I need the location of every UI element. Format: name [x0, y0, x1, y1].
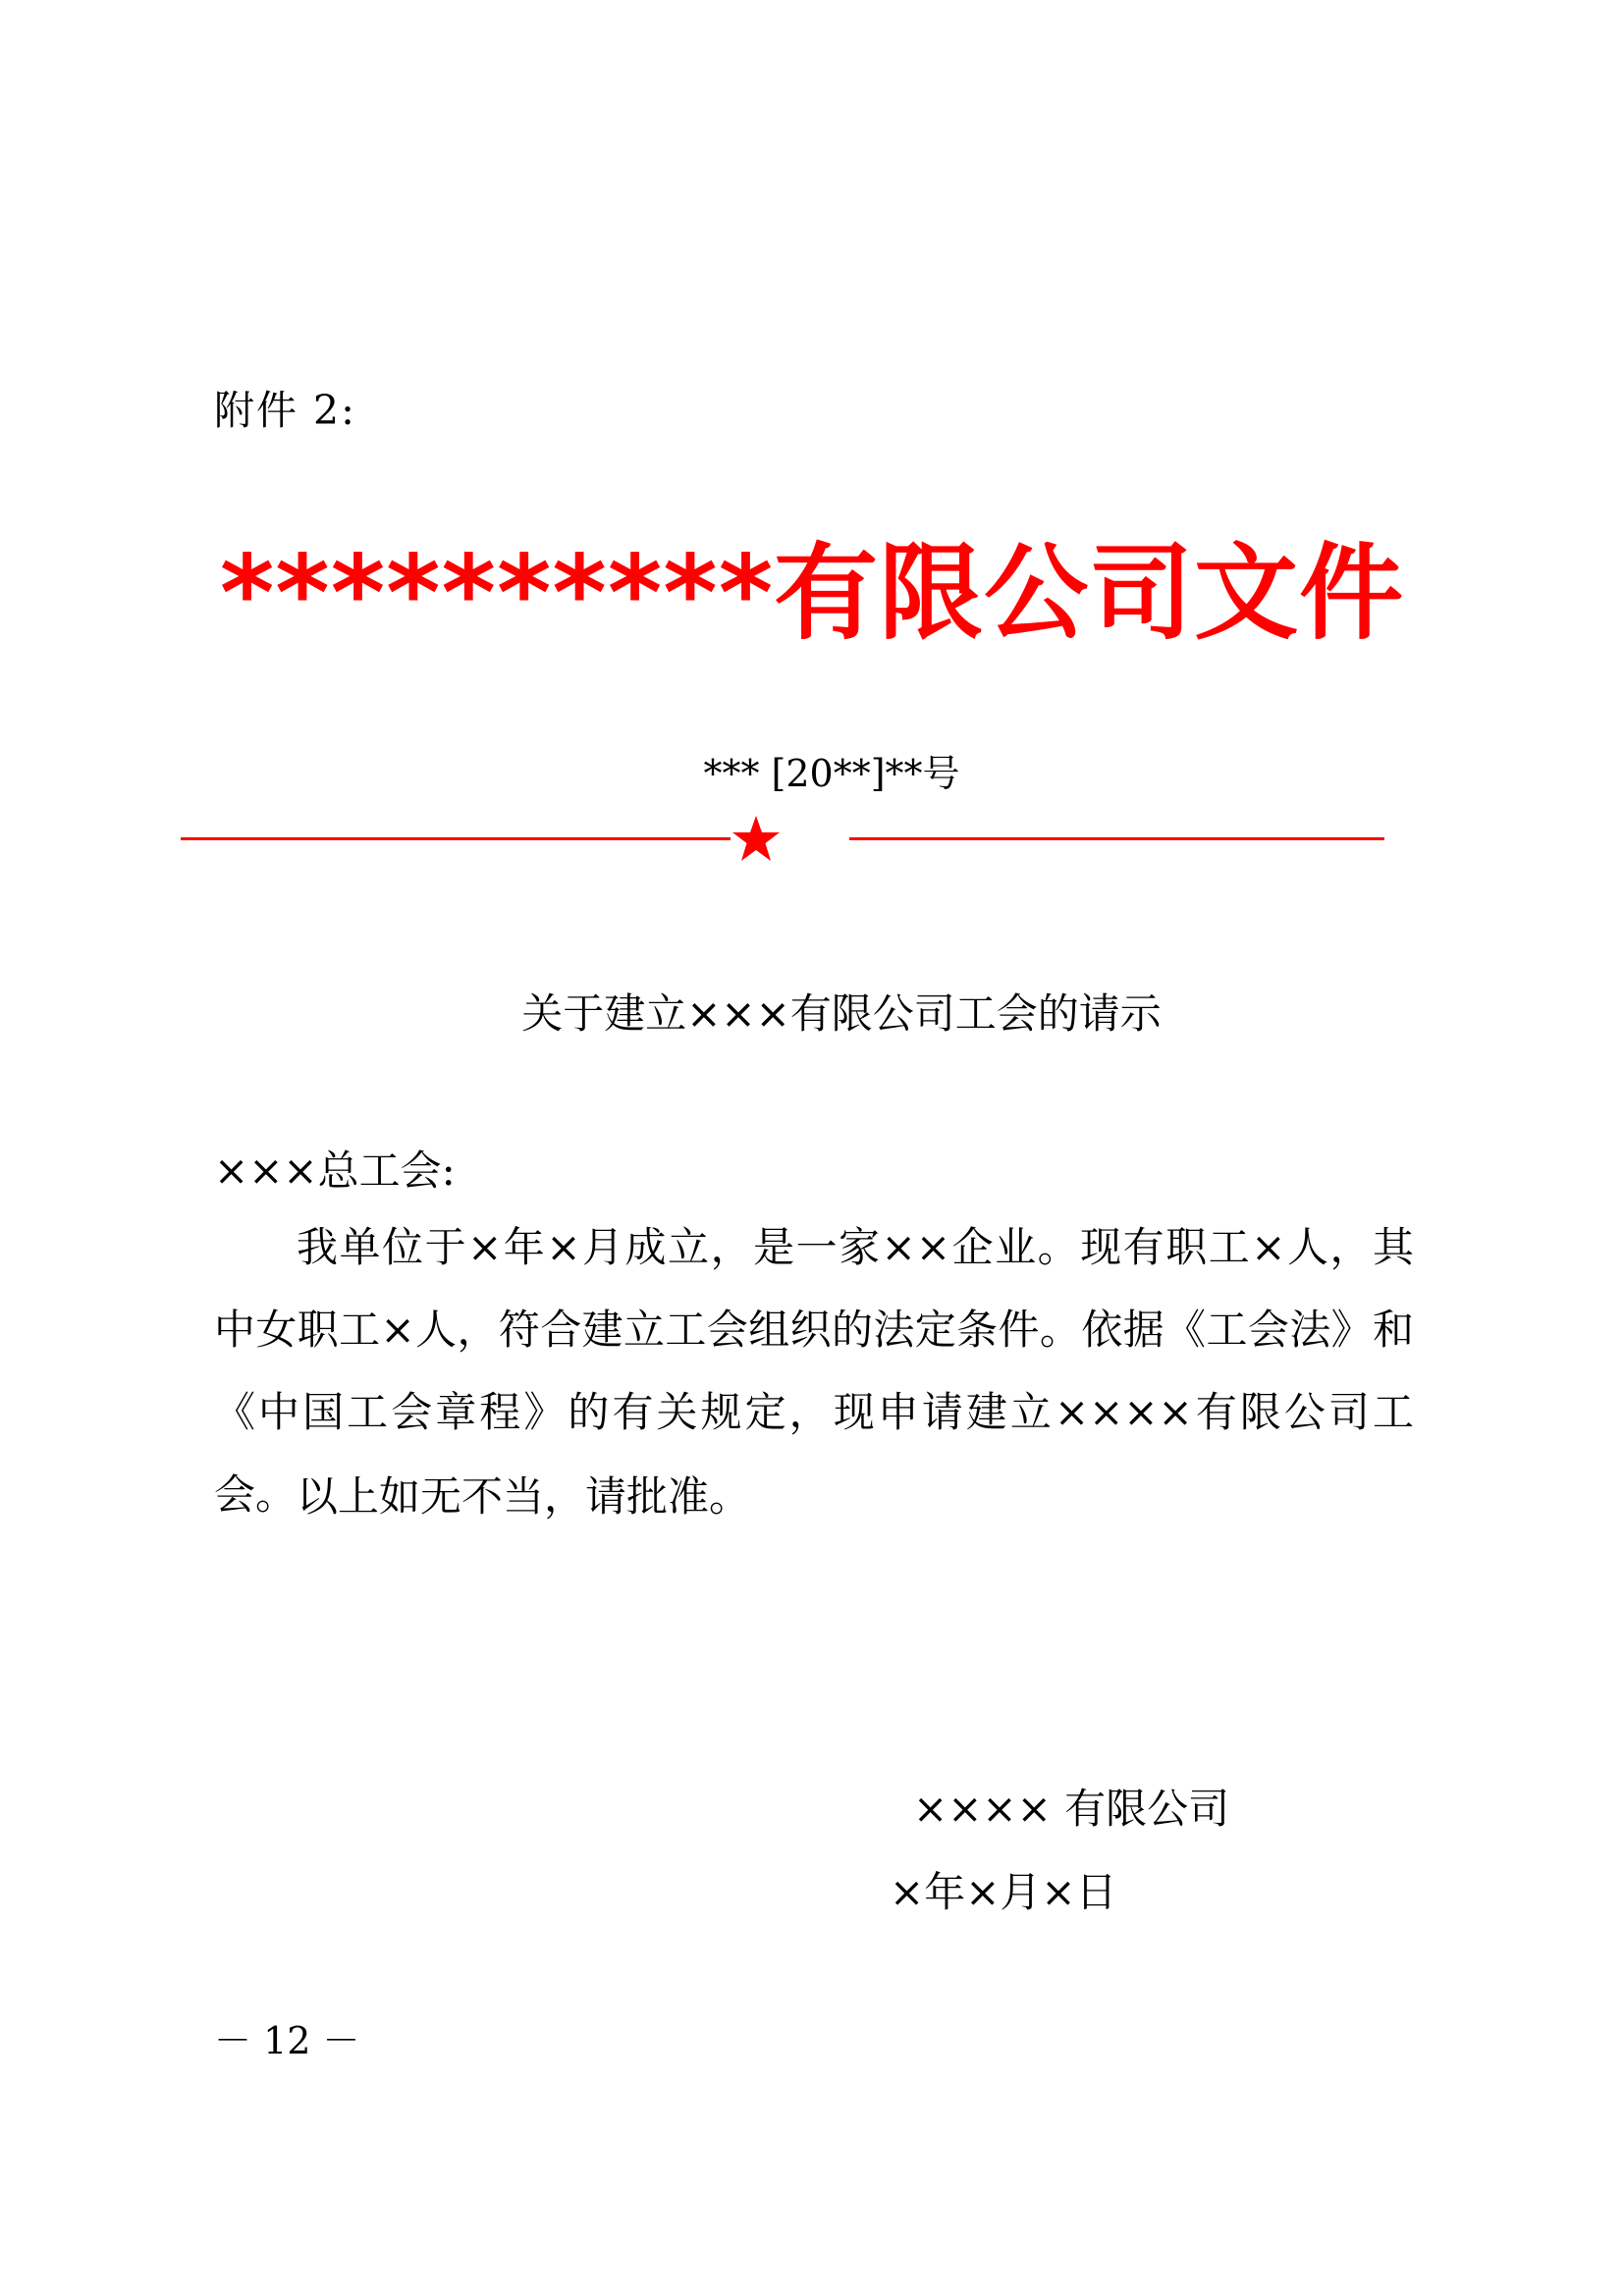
body-paragraph: 以上如无不当，请批准。	[297, 1472, 751, 1521]
red-star-icon	[731, 815, 781, 862]
signature-company: ×××× 有限公司	[913, 1785, 1230, 1833]
document-subject: 关于建立×××有限公司工会的请示	[521, 989, 1162, 1038]
document-number: *** [20**]**号	[703, 752, 960, 795]
attachment-label: 附件 2:	[214, 387, 356, 434]
document-header-title: **********有限公司文件	[219, 533, 1405, 654]
page-number: － 12 －	[214, 2019, 360, 2062]
body-paragraph: 我单位于×年×月成立，是一家××企业。现有职工×人，其中女职工×人，符合建立工会组织的法定条件。依据《工会法》和《中国工会章程》的有关规定，现申请建立××××有限公司工会。	[214, 1223, 1414, 1519]
red-separator-line-left	[181, 837, 731, 840]
red-separator-line-right	[849, 837, 1384, 840]
addressee: ×××总工会:	[214, 1147, 456, 1195]
signature-date: ×年×月×日	[890, 1868, 1117, 1916]
